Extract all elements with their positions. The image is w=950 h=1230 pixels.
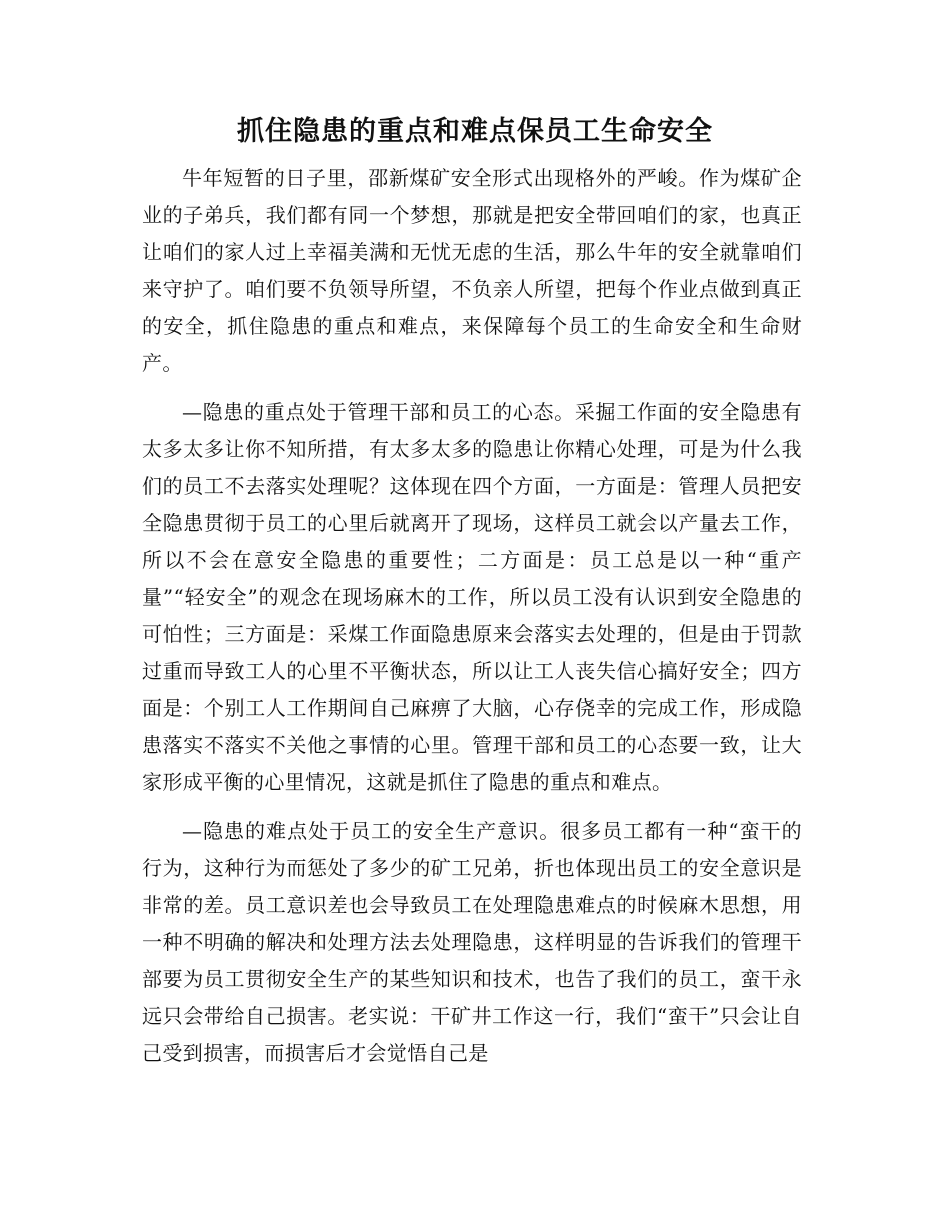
document-body [142,160,802,1072]
document-title: 抓住隐患的重点和难点保员工生命安全 [237,116,713,147]
paragraph-key-points: —隐患的重点处于管理干部和员工的心态。采掘工作面的安全隐患有太多太多让你不知所措，有太多太多的隐患让你精心处理，可是为什么我们的员工不去落实处理呢？这体现在四个方面，一方面是：管理人员把安全隐患贯彻于员工的心里后就离开了现场，这样员工就会以产量去工作，所以不会在意安全隐患的重要性；二方面是：员工总是以一种“重产量”“轻安全”的观念在现场麻木的工作，所以员工没有认识到安全隐患的可怕性；三方面是：采煤工作面隐患原来会落实去处理的，但是由于罚款过重而导致工人的心里不平衡状态，所以让工人丧失信心搞好安全；四方面是：个别工人工作期间自己麻痹了大脑，心存侥幸的完成工作，形成隐患落实不落实不关他之事情的心里。管理干部和员工的心态要一致，让大家形成平衡的心里情况，这就是抓住了隐患的重点和难点。 [142,400,802,794]
paragraph-difficult-points: —隐患的难点处于员工的安全生产意识。很多员工都有一种“蛮干的行为，这种行为而惩处了多少的矿工兄弟，折也体现出员工的安全意识是非常的差。员工意识差也会导致员工在处理隐患难点的时候麻木思想，用一种不明确的解决和处理方法去处理隐患，这样明显的告诉我们的管理干部要为员工贯彻安全生产的某些知识和技术，也告了我们的员工，蛮干永远只会带给自己损害。老实说：干矿井工作这一行，我们“蛮干”只会让自己受到损害，而损害后才会觉悟自己是 [142,819,802,1065]
paragraph-intro: 牛年短暂的日子里，邵新煤矿安全形式出现格外的严峻。作为煤矿企业的子弟兵，我们都有同一个梦想，那就是把安全带回咱们的家，也真正让咱们的家人过上幸福美满和无忧无虑的生活，那么牛年的安全就靠咱们来守护了。咱们要不负领导所望，不负亲人所望，把每个作业点做到真正的安全，抓住隐患的重点和难点，来保障每个员工的生命安全和生命财产。 [142,166,802,375]
